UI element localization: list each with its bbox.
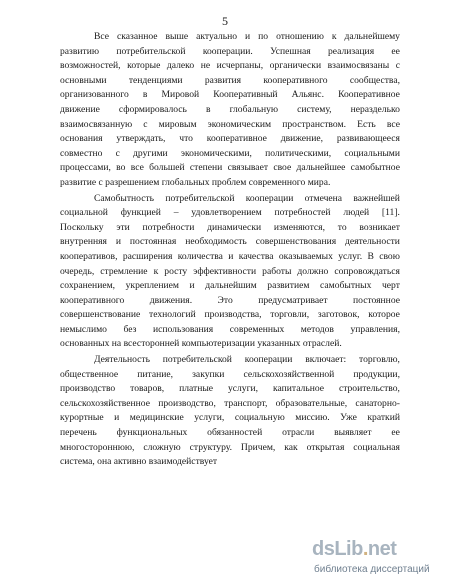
text-line: производство товаров, платные услуги, капитальное строительство, bbox=[60, 383, 400, 395]
watermark-logo-tld: net bbox=[367, 538, 397, 560]
text-line: сохранением, укреплением и дальнейшим развитием самобытных черт bbox=[60, 280, 400, 292]
dslib-watermark[interactable] bbox=[312, 536, 448, 578]
text-line: Поскольку эти потребности динамически изменяются, то возникает bbox=[60, 221, 400, 233]
text-line: кооперативов, расширения количества и качества оказываемых услуг. В свою bbox=[60, 250, 400, 262]
text-line: многостороннюю, сложную структуру. Причем, как открытая социальная bbox=[60, 441, 400, 453]
watermark-logo bbox=[312, 538, 396, 561]
text-line: развитию потребительской кооперации. Успешная реализация ее bbox=[60, 45, 400, 57]
text-line: возможностей, которые далеко не исчерпаны, органически взаимосвязаны с bbox=[60, 60, 400, 72]
text-line: курортные и медицинские услуги, социальную миссию. Уже краткий bbox=[60, 412, 400, 424]
watermark-logo-main: dsLib bbox=[312, 538, 363, 560]
document-body bbox=[60, 30, 400, 471]
page-number: 5 bbox=[222, 14, 228, 28]
watermark-logo-dot: . bbox=[362, 538, 368, 560]
text-line: процессами, во все большей степени связывает свое дальнейшее самобытное bbox=[60, 162, 400, 174]
text-line: система, она активно взаимодействует bbox=[60, 456, 218, 468]
text-line: Деятельность потребительской кооперации включает: торговлю, bbox=[94, 354, 400, 366]
paragraph bbox=[60, 30, 400, 191]
text-line: Самобытность потребительской кооперации отмечена важнейшей bbox=[94, 192, 400, 204]
text-line: перечень функциональных обязанностей отрасли выявляет ее bbox=[60, 427, 400, 439]
text-line: основными тенденциями развития кооперативного сообщества, bbox=[60, 74, 400, 86]
text-line: основания утверждать, что кооперативное движение, развивающееся bbox=[60, 133, 400, 145]
text-line: организованного в Мировой Кооперативный Альянс. Кооперативное bbox=[60, 89, 400, 101]
text-line: движение сформировалось в глобальную систему, неразделько bbox=[60, 103, 400, 115]
text-line: развитие с разрешением глобальных проблем современного мира. bbox=[60, 176, 331, 188]
text-line: очередь, стремление к росту эффективности работы должно сопровождаться bbox=[60, 265, 400, 277]
text-line: внутренняя и постоянная необходимость совершенствования деятельности bbox=[60, 236, 400, 248]
text-line: совместно с другими экономическими, политическими, социальными bbox=[60, 147, 400, 159]
text-line: совершенствование технологий производства, торговли, заготовок, которое bbox=[60, 309, 400, 321]
text-line: социальной функцией – удовлетворением потребностей людей [11]. bbox=[60, 207, 400, 219]
text-line: взаимосвязанную с мировым экономическим пространством. Есть все bbox=[60, 118, 400, 130]
text-line: Все сказанное выше актуально и по отношению к дальнейшему bbox=[94, 31, 400, 42]
text-line: немыслимо без использования современных методов управления, bbox=[60, 323, 400, 335]
text-line: кооперативного движения. Это предусматривает постоянное bbox=[60, 294, 400, 306]
watermark-subtitle: библиотека диссертаций bbox=[314, 564, 430, 575]
text-line: общественное питание, закупки сельскохозяйственной продукции, bbox=[60, 368, 400, 380]
paragraph bbox=[60, 192, 400, 353]
text-line: сельскохозяйственное производство, транспорт, образовательные, санаторно- bbox=[60, 397, 400, 409]
paragraph bbox=[60, 353, 400, 470]
text-line: основанных на всесторонней компьютеризации указанных отраслей. bbox=[60, 338, 342, 350]
